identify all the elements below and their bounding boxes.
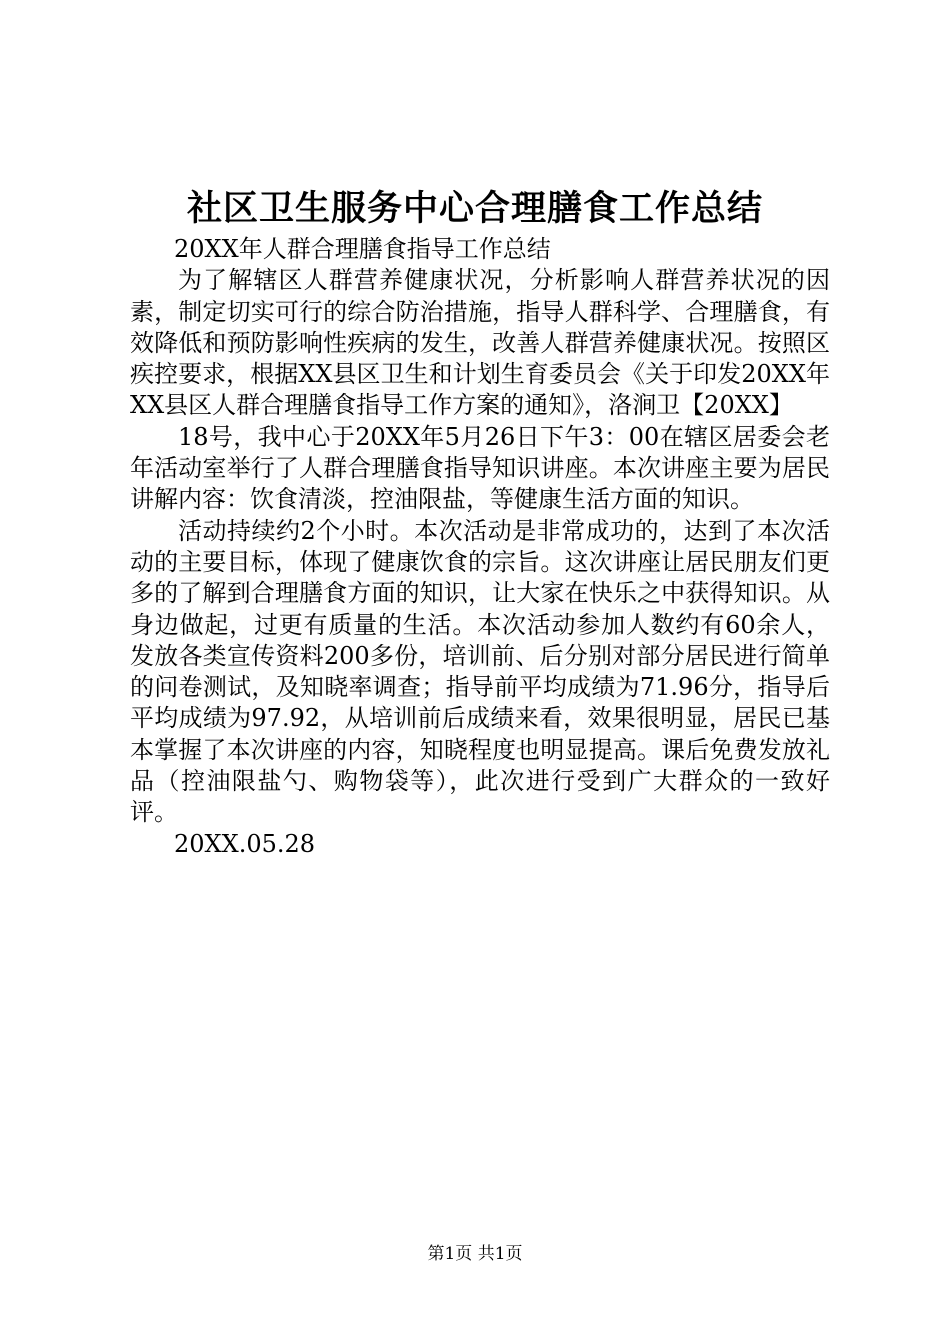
- paragraph-2: 18号，我中心于20XX年5月26日下午3：00在辖区居委会老年活动室举行了人群合理膳食指导知识讲座。本次讲座主要为居民讲解内容：饮食清淡，控油限盐，等健康生活方面的知识。: [130, 422, 830, 514]
- paragraph-3: 活动持续约2个小时。本次活动是非常成功的，达到了本次活动的主要目标，体现了健康饮食的宗旨。这次讲座让居民朋友们更多的了解到合理膳食方面的知识，让大家在快乐之中获得知识。从身边做起，过更有质量的生活。本次活动参加人数约有60余人，发放各类宣传资料200多份，培训前、后分别对部分居民进行简单的问卷测试，及知晓率调查；指导前平均成绩为71.96分，指导后平均成绩为97.92，从培训前后成绩来看，效果很明显，居民已基本掌握了本次讲座的内容，知晓程度也明显提高。课后免费发放礼品（控油限盐勺、购物袋等），此次进行受到广大群众的一致好评。: [130, 516, 830, 827]
- document-subtitle: 20XX年人群合理膳食指导工作总结: [174, 235, 551, 263]
- document-title: 社区卫生服务中心合理膳食工作总结: [186, 188, 763, 229]
- document-date: 20XX.05.28: [174, 829, 316, 858]
- paragraph-1: 为了解辖区人群营养健康状况，分析影响人群营养状况的因素，制定切实可行的综合防治措施，指导人群科学、合理膳食，有效降低和预防影响性疾病的发生，改善人群营养健康状况。按照区疾控要求，根据XX县区卫生和计划生育委员会《关于印发20XX年XX县区人群合理膳食指导工作方案的通知》，洛涧卫【20XX】: [130, 266, 830, 420]
- document-body: [130, 234, 830, 860]
- page-number-footer: 第1页 共1页: [427, 1244, 523, 1264]
